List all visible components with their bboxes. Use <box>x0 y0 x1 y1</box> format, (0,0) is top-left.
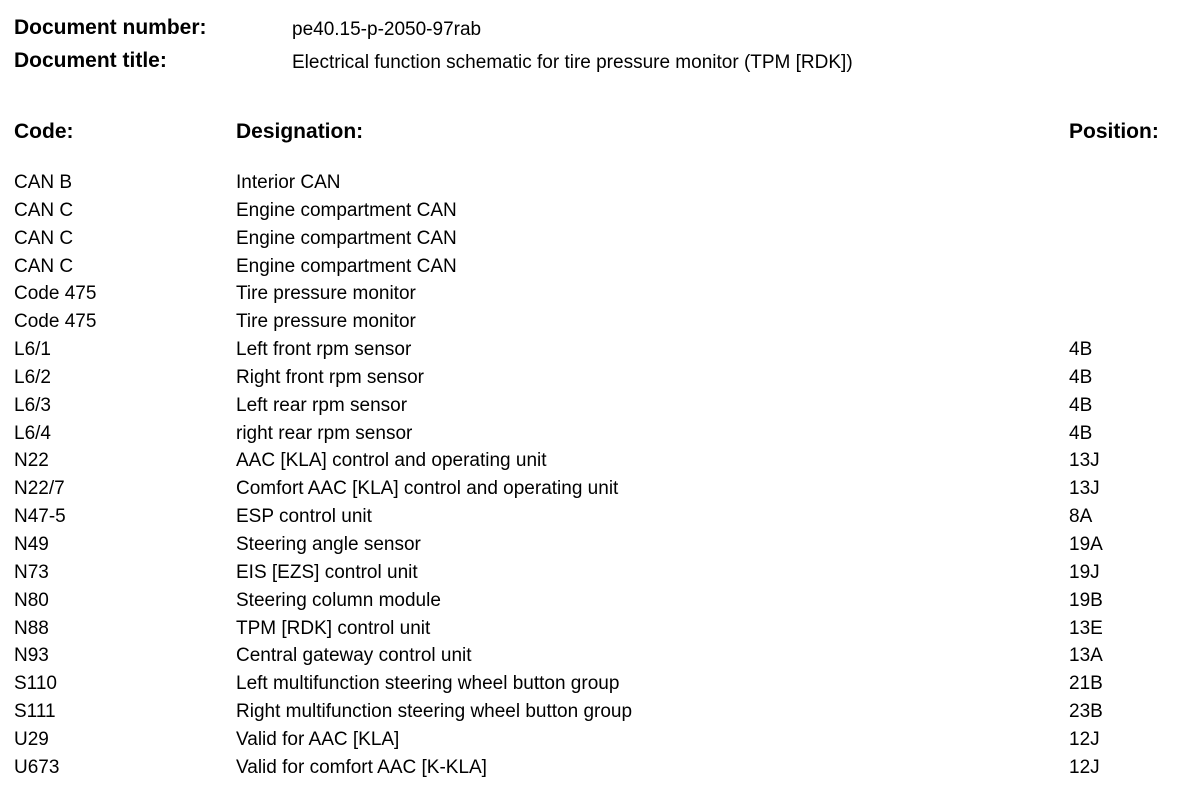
code-column-header: Code: <box>14 120 74 143</box>
document-number-value: pe40.15-p-2050-97rab <box>292 19 482 40</box>
position-cell: 12J <box>1069 728 1100 750</box>
table-row <box>0 448 1186 476</box>
designation-cell: Right front rpm sensor <box>236 366 424 388</box>
code-cell: N93 <box>14 645 49 667</box>
table-row <box>0 226 1186 254</box>
position-cell: 19J <box>1069 561 1100 583</box>
table-row <box>0 198 1186 226</box>
designation-column-header: Designation: <box>236 120 364 143</box>
table-row <box>0 421 1186 449</box>
code-cell: N73 <box>14 561 49 583</box>
table-row <box>0 699 1186 727</box>
table-row <box>0 616 1186 644</box>
designation-cell: Valid for comfort AAC [K-KLA] <box>236 756 487 778</box>
position-cell: 13E <box>1069 617 1103 639</box>
designation-cell: Tire pressure monitor <box>236 283 416 305</box>
designation-cell: Engine compartment CAN <box>236 255 457 277</box>
designation-cell: TPM [RDK] control unit <box>236 617 431 639</box>
designation-cell: AAC [KLA] control and operating unit <box>236 450 547 472</box>
position-cell: 13J <box>1069 450 1100 472</box>
designation-cell: right rear rpm sensor <box>236 422 413 444</box>
code-cell: L6/4 <box>14 422 51 444</box>
designation-cell: Steering column module <box>236 589 441 611</box>
table-row <box>0 727 1186 755</box>
code-cell: L6/3 <box>14 394 51 416</box>
position-cell: 4B <box>1069 366 1093 388</box>
code-cell: CAN C <box>14 255 74 277</box>
table-row <box>0 560 1186 588</box>
designation-cell: Central gateway control unit <box>236 645 472 667</box>
table-row <box>0 532 1186 560</box>
table-row <box>0 170 1186 198</box>
designation-cell: Left front rpm sensor <box>236 339 412 361</box>
position-cell: 21B <box>1069 673 1103 695</box>
table-row <box>0 309 1186 337</box>
table-row <box>0 254 1186 282</box>
designation-cell: Engine compartment CAN <box>236 227 457 249</box>
code-cell: CAN C <box>14 227 74 249</box>
position-cell: 8A <box>1069 506 1093 528</box>
position-cell: 23B <box>1069 701 1103 723</box>
code-cell: Code 475 <box>14 283 97 305</box>
designation-cell: Left rear rpm sensor <box>236 394 408 416</box>
component-table <box>0 170 1186 783</box>
position-cell: 4B <box>1069 339 1093 361</box>
table-row <box>0 643 1186 671</box>
table-row <box>0 504 1186 532</box>
code-cell: CAN C <box>14 199 74 221</box>
designation-cell: Engine compartment CAN <box>236 199 457 221</box>
code-cell: Code 475 <box>14 311 97 333</box>
table-row <box>0 476 1186 504</box>
code-cell: S110 <box>14 673 57 695</box>
designation-cell: Comfort AAC [KLA] control and operating unit <box>236 478 619 500</box>
designation-cell: Right multifunction steering wheel button group <box>236 701 633 723</box>
designation-cell: Valid for AAC [KLA] <box>236 728 400 750</box>
designation-cell: Interior CAN <box>236 172 341 193</box>
table-row <box>0 671 1186 699</box>
position-cell: 4B <box>1069 422 1093 444</box>
table-row <box>0 755 1186 783</box>
designation-cell: Tire pressure monitor <box>236 311 416 333</box>
document-number-label: Document number: <box>14 16 207 39</box>
designation-cell: Left multifunction steering wheel button group <box>236 673 620 695</box>
position-cell: 19B <box>1069 589 1103 611</box>
position-cell: 13J <box>1069 478 1100 500</box>
position-cell: 13A <box>1069 645 1103 667</box>
position-cell: 4B <box>1069 394 1093 416</box>
code-cell: N22 <box>14 450 49 472</box>
position-cell: 12J <box>1069 756 1100 778</box>
code-cell: N80 <box>14 589 49 611</box>
code-cell: L6/1 <box>14 339 51 361</box>
designation-cell: Steering angle sensor <box>236 533 421 555</box>
designation-cell: EIS [EZS] control unit <box>236 561 418 583</box>
table-row <box>0 588 1186 616</box>
table-row <box>0 337 1186 365</box>
code-cell: L6/2 <box>14 366 51 388</box>
table-row <box>0 393 1186 421</box>
table-row <box>0 365 1186 393</box>
table-row <box>0 281 1186 309</box>
code-cell: N47-5 <box>14 506 66 528</box>
code-cell: S111 <box>14 701 56 723</box>
code-cell: N22/7 <box>14 478 65 500</box>
document-title-label: Document title: <box>14 49 167 72</box>
document-title-value: Electrical function schematic for tire pressure monitor (TPM [RDK]) <box>292 52 853 73</box>
code-cell: N88 <box>14 617 49 639</box>
code-cell: U29 <box>14 728 49 750</box>
position-cell: 19A <box>1069 533 1103 555</box>
code-cell: N49 <box>14 533 49 555</box>
position-column-header: Position: <box>1069 120 1159 143</box>
code-cell: CAN B <box>14 172 73 193</box>
code-cell: U673 <box>14 756 60 778</box>
designation-cell: ESP control unit <box>236 506 372 528</box>
